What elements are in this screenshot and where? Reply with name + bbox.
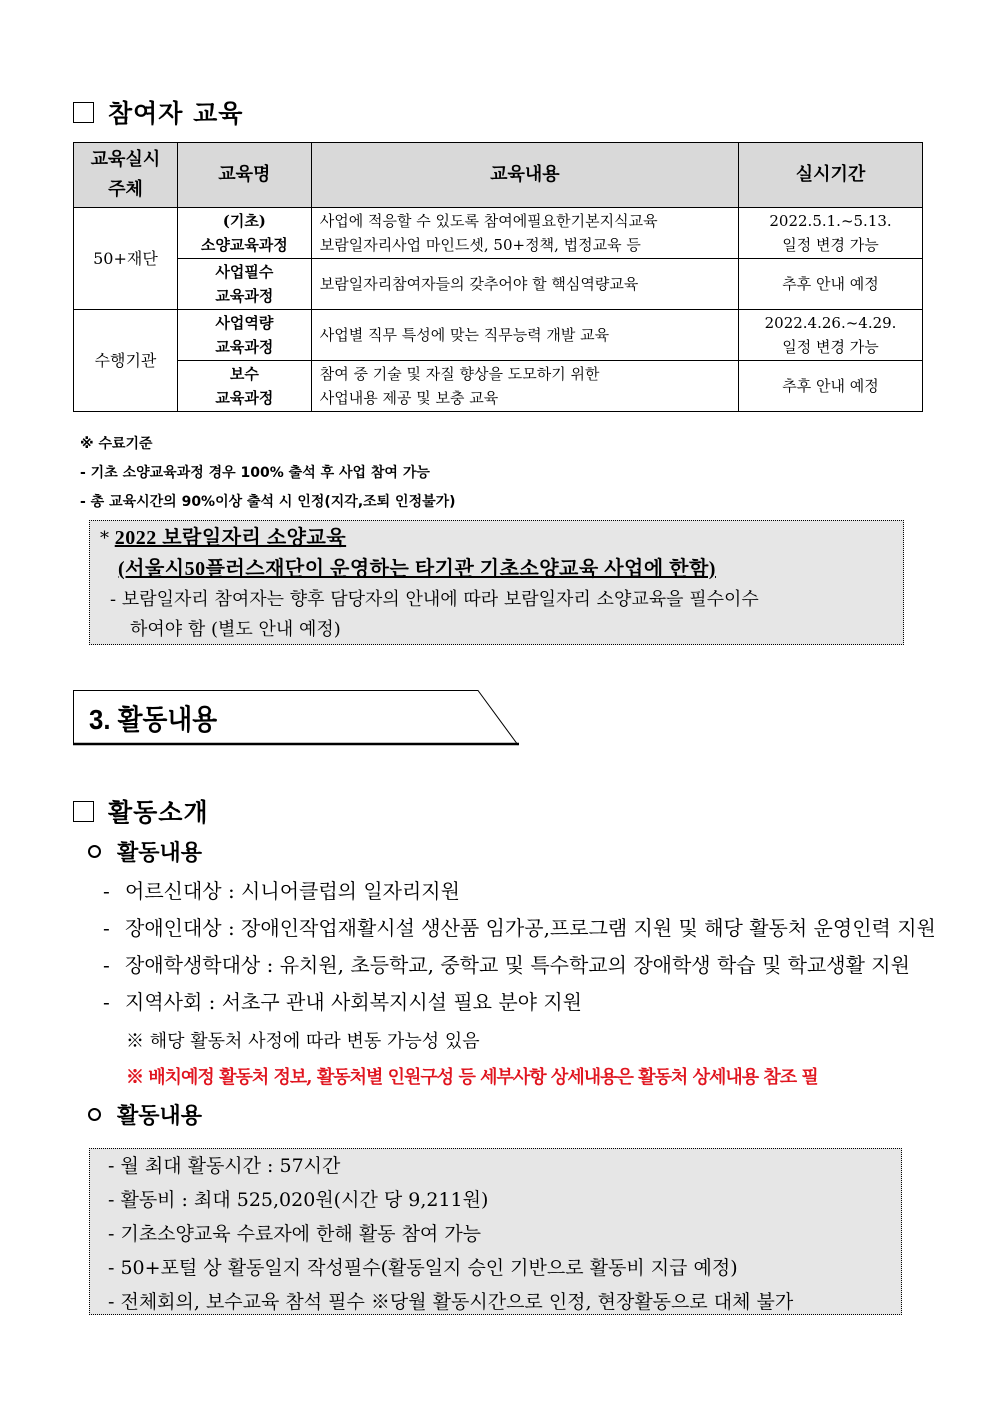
course-content-cell: 보람일자리참여자들의 갖추어야 할 핵심역량교육	[311, 259, 738, 310]
notice-subtitle: (서울시50플러스재단이 운영하는 타기관 기초소양교육 사업에 한함)	[118, 558, 716, 580]
course-period-cell: 2022.4.26.~4.29. 일정 변경 가능	[739, 310, 923, 361]
notice-subtitle-row	[100, 554, 893, 585]
condition-item: - 월 최대 활동시간 : 57시간	[108, 1155, 341, 1177]
header-content: 교육내용	[311, 143, 738, 208]
course-name-cell: 사업필수 교육과정	[177, 259, 311, 310]
list-item: - 장애학생학대상 : 유치원, 초등학교, 중학교 및 특수학교의 장애학생 학습 및 학교생활 지원	[103, 953, 910, 977]
circle-bullet-icon	[88, 845, 101, 858]
change-note: ※ 해당 활동처 사정에 따라 변동 가능성 있음	[126, 1031, 480, 1052]
condition-item: - 활동비 : 최대 525,020원(시간 당 9,211원)	[108, 1189, 489, 1211]
sub-heading-activity-content	[88, 836, 202, 867]
education-table	[73, 142, 923, 412]
activity-list	[103, 873, 936, 1021]
criteria-item: - 기초 소양교육과정 경우 100% 출석 후 사업 참여 가능	[80, 465, 430, 481]
sub-heading-text: 활동내용	[117, 1104, 203, 1129]
org-cell: 수행기관	[74, 310, 178, 412]
notice-body-cont: 하여야 함 (별도 안내 예정)	[130, 619, 341, 640]
section-heading-activity-intro	[73, 793, 209, 829]
asterisk: *	[100, 528, 109, 549]
notice-title-row	[100, 523, 893, 554]
course-name-cell: (기초) 소양교육과정	[177, 208, 311, 259]
completion-criteria	[80, 430, 456, 517]
condition-item: - 전체회의, 보수교육 참석 필수 ※당월 활동시간으로 인정, 현장활동으로 대체 불가	[108, 1291, 794, 1313]
section-heading-text: 참여자 교육	[108, 99, 244, 128]
criteria-item: - 총 교육시간의 90%이상 출석 시 인정(지각,조퇴 인정불가)	[80, 494, 456, 510]
notice-body: - 보람일자리 참여자는 향후 담당자의 안내에 따라 보람일자리 소양교육을 필수이수	[110, 589, 759, 610]
course-period-cell: 2022.5.1.~5.13. 일정 변경 가능	[739, 208, 923, 259]
course-content-cell: 사업에 적응할 수 있도록 참여에필요한기본지식교육 보람일자리사업 마인드셋, 50+정책, 법정교육 등	[311, 208, 738, 259]
condition-item: - 기초소양교육 수료자에 한해 활동 참여 가능	[108, 1223, 482, 1245]
warning-note: ※ 배치예정 활동처 정보, 활동처별 인원구성 등 세부사항 상세내용은 활동처 상세내용 참조 필	[126, 1067, 818, 1088]
list-item: - 어르신대상 : 시니어클럽의 일자리지원	[103, 879, 460, 903]
section-3-title: 3. 활동내용	[89, 704, 218, 735]
section-heading-participant-education	[73, 94, 243, 130]
list-item: - 지역사회 : 서초구 관내 사회복지시설 필요 분야 지원	[103, 990, 582, 1014]
table-row	[74, 259, 923, 310]
list-item: - 장애인대상 : 장애인작업재활시설 생산품 임가공,프로그램 지원 및 해당 활동처 운영인력 지원	[103, 916, 936, 940]
header-name: 교육명	[177, 143, 311, 208]
course-period-cell: 추후 안내 예정	[739, 259, 923, 310]
sub-heading-activity-conditions	[88, 1099, 202, 1130]
square-bullet-icon	[73, 102, 94, 123]
table-row	[74, 208, 923, 259]
condition-item: - 50+포털 상 활동일지 작성필수(활동일지 승인 기반으로 활동비 지급 예정)	[108, 1257, 738, 1279]
section-heading-text: 활동소개	[108, 798, 209, 827]
conditions-box	[89, 1148, 902, 1315]
circle-bullet-icon	[88, 1108, 101, 1121]
table-row	[74, 310, 923, 361]
header-period: 실시기간	[739, 143, 923, 208]
course-name-cell: 보수 교육과정	[177, 361, 311, 412]
notice-title: 2022 보람일자리 소양교육	[114, 527, 347, 549]
notice-box	[89, 520, 904, 645]
course-name-cell: 사업역량 교육과정	[177, 310, 311, 361]
course-period-cell: 추후 안내 예정	[739, 361, 923, 412]
course-content-cell: 참여 중 기술 및 자질 향상을 도모하기 위한 사업내용 제공 및 보충 교육	[311, 361, 738, 412]
table-header-row	[74, 143, 923, 208]
org-cell: 50+재단	[74, 208, 178, 310]
criteria-title: ※ 수료기준	[80, 436, 153, 452]
section-3-banner	[73, 690, 518, 745]
square-bullet-icon	[73, 801, 94, 822]
header-org: 교육실시 주체	[74, 143, 178, 208]
sub-heading-text: 활동내용	[117, 841, 203, 866]
table-row	[74, 361, 923, 412]
course-content-cell: 사업별 직무 특성에 맞는 직무능력 개발 교육	[311, 310, 738, 361]
